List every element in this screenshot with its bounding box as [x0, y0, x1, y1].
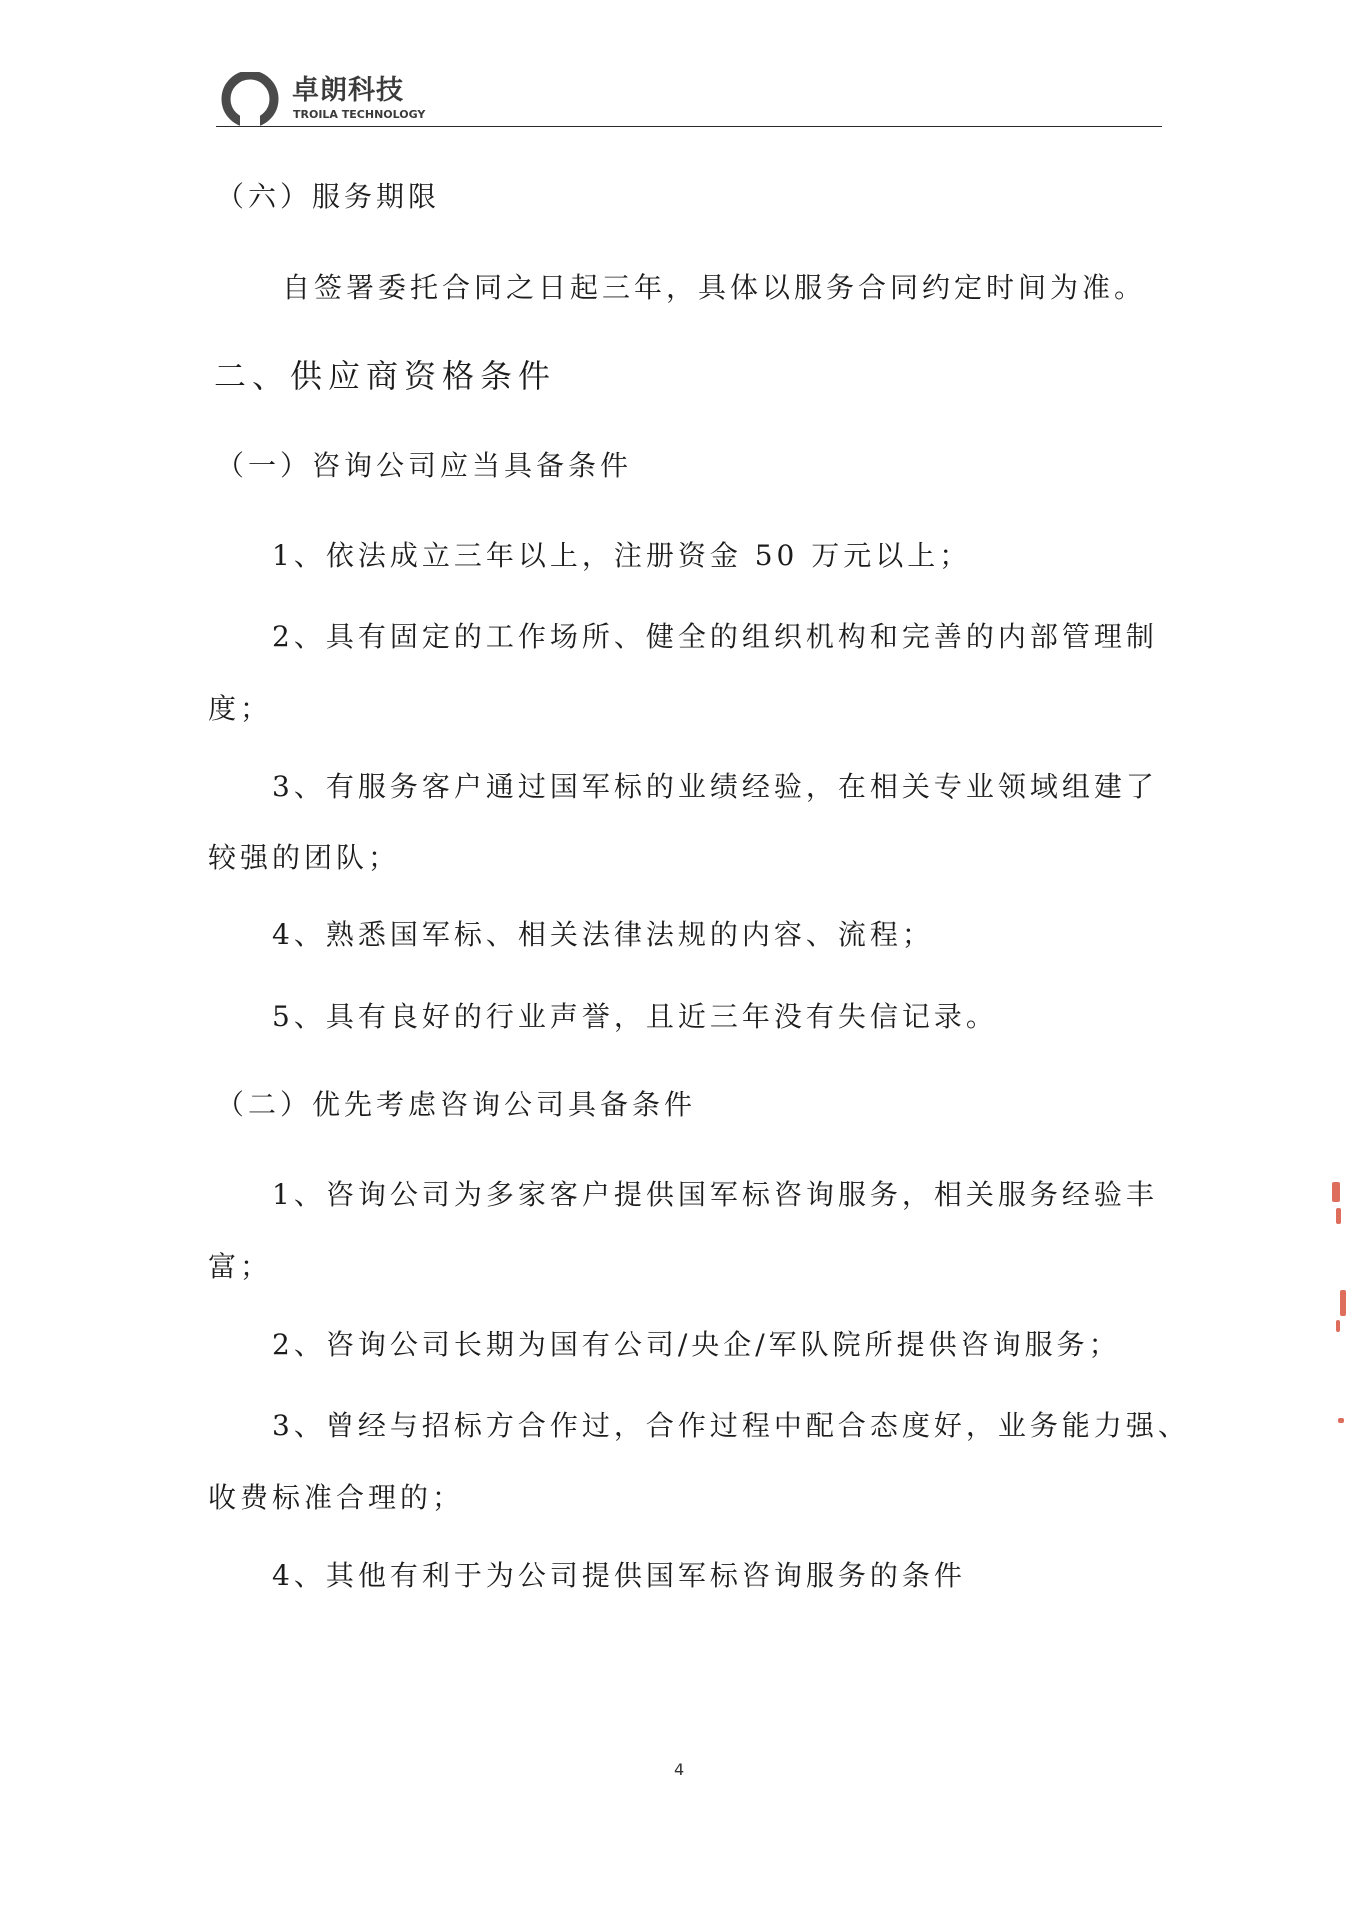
list-item-continuation: 收费标准合理的；	[208, 1481, 465, 1514]
list-item: 3、曾经与招标方合作过，合作过程中配合态度好，业务能力强、	[272, 1409, 1190, 1442]
subsection-heading: （一）咨询公司应当具备条件	[216, 449, 633, 482]
list-item: 2、咨询公司长期为国有公司/央企/军队院所提供咨询服务；	[272, 1328, 1121, 1361]
list-item: 1、依法成立三年以上，注册资金 50 万元以上；	[272, 539, 972, 572]
list-item-continuation: 度；	[208, 692, 273, 725]
list-item-continuation: 富；	[208, 1250, 273, 1283]
subsection-heading: （二）优先考虑咨询公司具备条件	[216, 1088, 697, 1121]
header-divider	[216, 126, 1162, 127]
company-logo-icon	[220, 72, 280, 126]
list-item: 1、咨询公司为多家客户提供国军标咨询服务，相关服务经验丰	[272, 1178, 1158, 1211]
page-header	[216, 70, 1162, 130]
part-heading: 二、供应商资格条件	[214, 357, 557, 395]
list-item: 3、有服务客户通过国军标的业绩经验，在相关专业领域组建了	[272, 770, 1158, 803]
page-number: 4	[674, 1760, 685, 1779]
section-heading: （六）服务期限	[216, 180, 441, 213]
list-item: 2、具有固定的工作场所、健全的组织机构和完善的内部管理制	[272, 620, 1158, 653]
list-item: 4、熟悉国军标、相关法律法规的内容、流程；	[272, 918, 934, 951]
paragraph: 自签署委托合同之日起三年，具体以服务合同约定时间为准。	[282, 271, 1147, 304]
list-item: 4、其他有利于为公司提供国军标咨询服务的条件	[272, 1559, 966, 1592]
list-item: 5、具有良好的行业声誉，且近三年没有失信记录。	[272, 1000, 998, 1033]
company-name-cn: 卓朗科技	[292, 75, 404, 106]
company-name-en: TROILA TECHNOLOGY	[293, 108, 426, 121]
list-item-continuation: 较强的团队；	[208, 841, 401, 874]
